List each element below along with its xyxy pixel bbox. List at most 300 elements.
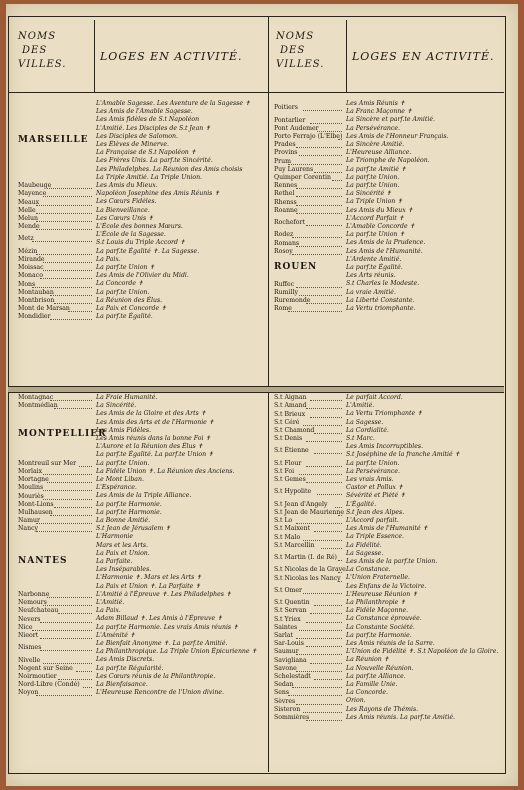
leader-dots: [299, 151, 342, 156]
lodge-entry: L'Espérance.: [96, 484, 137, 492]
leader-dots: [317, 490, 342, 495]
town-name: Montagnac: [18, 394, 54, 402]
lodge-entry: La Sagesse.: [346, 549, 384, 557]
leader-dots: [50, 396, 92, 401]
town-name: Quimper Corentin: [274, 173, 331, 181]
leader-dots: [292, 250, 342, 255]
top-left-column: [18, 100, 264, 384]
lodge-entry: La Fidélité.: [346, 541, 382, 549]
leader-dots: [32, 626, 92, 631]
town-name: Nieort: [18, 631, 39, 639]
lodge-entry: L'Aurore et la Réunion des Élus ✝: [96, 443, 203, 451]
town-name: Roanne: [274, 206, 298, 214]
leader-dots: [314, 527, 342, 532]
town-name: Melun: [18, 214, 38, 222]
town-name: S.t Foi: [274, 467, 295, 475]
leader-dots: [79, 462, 92, 467]
lodge-entry: Les Rayons de Thémis.: [346, 705, 419, 713]
lodge-entry: Les Cœurs Fidèles.: [96, 198, 157, 206]
town-name: S.t Jean de Maurienne: [274, 508, 345, 516]
lodge-entry: La Bienveillance.: [96, 206, 150, 214]
lodge-entry: L'Amitié. Les Disciples de S.t Jean ✝: [96, 124, 211, 132]
town-name: Nancy: [18, 525, 39, 533]
leader-dots: [36, 691, 92, 696]
lodge-entry: La Franc Maçonne ✝: [346, 108, 413, 116]
lodge-entry: La Parfaite.: [96, 558, 133, 565]
lodge-entry: Les Amis des Arts et de l'Harmonie ✝: [96, 418, 214, 426]
town-name: Sar-Louis: [274, 640, 304, 648]
col1-title: NOMS DES VILLES.: [18, 31, 67, 70]
lodge-entry: La Vertu Triomphante ✝: [346, 410, 423, 418]
leader-dots: [299, 470, 342, 475]
leader-dots: [83, 683, 92, 688]
lodge-entry: La parf.te Égalité ✝. La Sagesse.: [96, 247, 200, 255]
lodge-entry: La Triple Amitié. La Triple Union.: [96, 173, 203, 181]
leader-dots: [306, 437, 342, 442]
lodge-entry: Les Amis de la parf.te Union.: [346, 558, 438, 565]
lodge-entry: La Bonne Amitié.: [96, 517, 151, 524]
lodge-entry: La parf.te Amitié ✝: [346, 165, 407, 173]
town-name: Rethel: [274, 190, 295, 198]
leader-dots: [47, 593, 92, 598]
town-name: S.t Nicolas les Nancy: [274, 574, 341, 582]
leader-dots: [32, 237, 92, 242]
town-name: NANTES: [18, 556, 68, 567]
town-name: Montreuil sur Mer: [18, 459, 77, 467]
town-name: S.t Lo: [274, 517, 293, 525]
leader-dots: [314, 168, 342, 173]
lodge-entry: La Persévérance.: [346, 124, 400, 132]
lodge-entry: L'Aménité ✝: [96, 631, 136, 639]
lodge-entry: La parf.te Égalité. La parf.te Union ✝: [96, 451, 214, 459]
col4-title: LOGES EN ACTIVITÉ.: [352, 50, 495, 63]
town-name: Nemours: [18, 599, 47, 607]
town-name: Noirmoutier: [18, 672, 57, 680]
town-name: S.t Quentin: [274, 599, 310, 607]
leader-dots: [40, 274, 92, 279]
town-name: Pontarlier: [274, 116, 306, 124]
lodge-entry: L'Union de Fidélité ✝. S.t Napoléon de la Gloire.: [346, 648, 499, 656]
leader-dots: [296, 143, 342, 148]
lodge-entry: La parf.te Union.: [346, 182, 400, 189]
lodge-entry: La parf.te Harmonie.: [346, 631, 412, 639]
leader-dots: [338, 577, 342, 582]
lodge-entry: L'Harmonie ✝. Mars et les Arts ✝: [96, 574, 202, 582]
lodge-entry: L'Accord parfait.: [346, 517, 399, 524]
lodge-entry: La parf.te Égalité.: [346, 264, 403, 271]
leader-dots: [338, 568, 342, 573]
lodge-entry: La Vertu triomphante.: [346, 305, 416, 312]
leader-dots: [306, 642, 342, 647]
lodge-entry: La parf.te Union.: [96, 288, 150, 296]
town-name: S.t Nicolas de la Grave: [274, 566, 346, 574]
leader-dots: [338, 556, 342, 561]
top-right-column: [274, 100, 502, 384]
town-name: Nogent sur Seine: [18, 664, 73, 672]
leader-dots: [296, 192, 342, 197]
town-name: S.t Maixent: [274, 525, 311, 533]
town-name: S.t Denis: [274, 435, 303, 443]
leader-dots: [296, 667, 342, 672]
lodge-entry: S.t Marc.: [346, 435, 375, 442]
lodge-entry: La Paix et Union ✝. La Parfaite ✝: [96, 582, 201, 590]
leader-dots: [310, 413, 342, 418]
town-name: S.t Étienne: [274, 447, 309, 455]
leader-dots: [36, 225, 92, 230]
lodge-entry: Adam Billaud ✝. Les Amis à l'Épreuve ✝: [96, 615, 223, 623]
lodge-entry: Mars et les Arts.: [96, 541, 149, 549]
lodge-entry: La Philanthropie ✝: [346, 599, 406, 606]
leader-dots: [306, 299, 342, 304]
header-divider-right: [346, 20, 347, 92]
town-name: Mayence: [18, 190, 47, 198]
town-name: S.t Brieux: [274, 410, 306, 418]
town-name: Poitiers: [274, 104, 298, 112]
lodge-entry: Les Élèves de Minerve.: [96, 141, 170, 148]
lodge-entry: L'Égalité.: [346, 500, 377, 508]
leader-dots: [36, 519, 92, 524]
town-name: Melle: [18, 206, 36, 214]
lodge-entry: Les Amis du Mieux ✝: [346, 206, 413, 214]
leader-dots: [288, 160, 342, 165]
town-name: Saumur: [274, 648, 299, 656]
leader-dots: [303, 536, 342, 541]
town-name: Noyon: [18, 689, 39, 697]
town-name: Ruremonde: [274, 296, 311, 304]
lodge-entry: L'Amitié à l'Épreuve ✝. Les Philadelphes ✝: [96, 590, 232, 598]
lodge-entry: La parf.te Union ✝: [96, 264, 155, 271]
leader-dots: [296, 700, 342, 705]
lodge-entry: S.t Joséphine de la franche Amitié ✝: [346, 451, 460, 459]
lodge-entry: Le Triomphe de Napoléon.: [346, 157, 430, 165]
leader-dots: [332, 176, 342, 181]
lodge-entry: La Liberté Constante.: [346, 296, 415, 304]
lodge-entry: Le Bienfait Anonyme ✝. La parf.te Amitié.: [96, 640, 228, 647]
lodge-entry: Les Frères Unis. La parf.te Sincérité.: [96, 157, 213, 165]
leader-dots: [58, 609, 92, 614]
lodge-entry: La Constance.: [346, 566, 391, 574]
lodge-entry: S.t Louis du Triple Accord ✝: [96, 239, 186, 247]
lodge-entry: Les Amis de l'Humanité ✝: [346, 525, 428, 533]
leader-dots: [296, 209, 342, 214]
leader-dots: [43, 495, 92, 500]
town-name: Narbonne: [18, 590, 50, 598]
town-name: Mende: [18, 223, 40, 231]
leader-dots: [43, 258, 92, 263]
lodge-entry: La Constante Société.: [346, 623, 415, 631]
town-name: Sedan: [274, 681, 294, 689]
lodge-entry: La Persévérance.: [346, 467, 400, 475]
town-name: S.t Céré: [274, 418, 300, 426]
lodge-entry: Les Amis de l'Humanité.: [346, 247, 423, 255]
leader-dots: [303, 708, 342, 713]
lodge-entry: L'Heureuse Alliance.: [346, 149, 412, 157]
lodge-entry: La parf.te Union ✝: [346, 231, 405, 239]
lodge-entry: L'Ardente Amitié.: [346, 255, 402, 263]
town-name: Mortagne: [18, 476, 49, 484]
lodge-entry: L'Amitié.: [96, 599, 125, 606]
lodge-entry: Les Inséparables.: [96, 566, 152, 574]
lodge-entry: Les Amis Réunis ✝: [346, 100, 405, 107]
town-name: Porto Ferrajo (L'Elbe): [274, 132, 343, 140]
lodge-entry: Les Amis fidèles de S.t Napoléon: [96, 116, 200, 124]
header-divider-left: [94, 20, 95, 92]
town-name: Rosoy: [274, 247, 293, 255]
lodge-entry: Les Amis réunis dans la bonne Foi ✝: [96, 435, 211, 442]
lodge-entry: La parf.te Régularité.: [96, 664, 164, 672]
leader-dots: [296, 634, 342, 639]
leader-dots: [306, 618, 342, 623]
town-name: Saintes: [274, 623, 298, 631]
town-name: Nevers: [18, 615, 41, 623]
lodge-entry: Les Enfans de la Victoire.: [346, 582, 427, 590]
leader-dots: [310, 396, 342, 401]
leader-dots: [317, 127, 342, 132]
lodge-entry: La parf.te Égalité.: [96, 313, 153, 321]
lodge-entry: L'École de la Sagesse.: [96, 231, 166, 239]
town-name: Pont Audemer: [274, 124, 319, 132]
lodge-entry: Les Amis de la Triple Alliance.: [96, 492, 192, 500]
lodge-entry: Les Disciples de Salomon.: [96, 132, 178, 140]
lodge-entry: L'Heureuse Rencontre de l'Union divine.: [96, 689, 224, 697]
leader-dots: [303, 589, 342, 594]
lodge-entry: Les Cœurs Unis ✝: [96, 214, 154, 222]
leader-dots: [32, 283, 92, 288]
town-name: S.t Amand: [274, 402, 307, 410]
lodge-entry: La Famille Unie.: [346, 681, 398, 688]
town-name: Sisteron: [274, 705, 301, 713]
town-name: Savone: [274, 664, 297, 672]
leader-dots: [306, 462, 342, 467]
leader-dots: [310, 119, 342, 124]
lodge-entry: Le Mont Liban.: [96, 476, 144, 483]
lodge-entry: S.t Jean de Jérusalem ✝: [96, 525, 171, 533]
leader-dots: [314, 449, 342, 454]
lodge-entry: La Fidèle Maçonne.: [346, 607, 409, 615]
lodge-entry: Les Amis de la Gloire et des Arts ✝: [96, 410, 206, 418]
lodge-entry: L'Harmonie: [96, 533, 134, 541]
town-name: Sèvres: [274, 697, 296, 705]
town-name: MARSEILLE: [18, 135, 89, 145]
leader-dots: [321, 544, 342, 549]
town-name: S.t Malo: [274, 533, 301, 541]
lodge-entry: La Paix et Union.: [96, 549, 150, 557]
leader-dots: [36, 217, 92, 222]
leader-dots: [306, 478, 342, 483]
town-name: Mulhausen: [18, 508, 53, 516]
town-name: MONTPELLIER: [18, 429, 107, 439]
lodge-entry: La parf.te Union.: [346, 173, 400, 181]
lodge-entry: La Paix.: [96, 255, 121, 263]
leader-dots: [43, 659, 92, 664]
lodge-entry: Les Amis de l'Olivier du Midi.: [96, 272, 189, 280]
town-name: Nice: [18, 623, 33, 631]
leader-dots: [40, 634, 92, 639]
leader-dots: [288, 307, 342, 312]
leader-dots: [303, 421, 342, 426]
bottom-right-column: [274, 394, 502, 772]
town-name: Nismes: [18, 644, 42, 652]
town-name: Romans: [274, 239, 300, 247]
leader-dots: [292, 683, 342, 688]
lodge-entry: La Sagesse.: [346, 418, 384, 426]
town-name: Mirande: [18, 255, 45, 263]
lodge-entry: L'Amable Sagesse. Les Aventure de la Sagesse ✝: [96, 100, 251, 107]
leader-dots: [296, 283, 342, 288]
center-divider: [268, 16, 269, 772]
leader-dots: [54, 404, 92, 409]
lodge-entry: La Triple Essence.: [346, 533, 405, 541]
lodge-entry: Les Amis de l'Amable Sagesse.: [96, 108, 193, 116]
lodge-entry: La Triple Union ✝: [346, 198, 403, 206]
town-name: S.t Flour: [274, 459, 302, 467]
town-name: S.t Chamond: [274, 426, 315, 434]
town-name: Nivelle: [18, 656, 41, 664]
lodge-entry: L'Amable Concorde ✝: [346, 223, 415, 230]
town-name: Montbrison: [18, 296, 55, 304]
lodge-entry: La Sincérité ✝: [346, 190, 392, 198]
leader-dots: [288, 691, 342, 696]
lodge-entry: La Philanthropique. La Triple Union Épicurienne ✝: [96, 648, 257, 656]
town-name: Sarlat: [274, 631, 294, 639]
town-name: S.t Martin (I. de Ré): [274, 554, 337, 561]
lodge-entry: La parf.te Harmonie. Les vrais Amis réunis ✝: [96, 623, 239, 631]
leader-dots: [36, 527, 92, 532]
town-name: Rennes: [274, 182, 298, 190]
lodge-entry: La parf.te Alliance.: [346, 672, 406, 680]
leader-dots: [36, 201, 92, 206]
town-name: Monaco: [18, 272, 43, 280]
leader-dots: [338, 511, 342, 516]
leader-dots: [296, 650, 342, 655]
lodge-entry: Les Amis réunis. La parf.te Amitié.: [346, 713, 455, 721]
lodge-entry: Les Amis Fidèles.: [96, 426, 152, 434]
town-name: S.t Jean d'Angely: [274, 500, 328, 508]
lodge-entry: La parf.te Harmonie.: [96, 500, 162, 508]
header-bottom-rule: [8, 92, 504, 93]
town-name: Namur: [18, 517, 40, 525]
leader-dots: [296, 242, 342, 247]
town-name: Montauban: [18, 288, 54, 296]
lodge-entry: La Sincère Amitié.: [346, 141, 405, 148]
lodge-entry: La Cordialité.: [346, 426, 389, 434]
town-name: Mézin: [18, 247, 38, 255]
leader-dots: [314, 675, 342, 680]
lodge-entry: Orion.: [346, 697, 366, 705]
lodge-entry: Les Amis de l'Honneur Français.: [346, 132, 449, 140]
lodge-entry: Les Amis de la Prudence.: [346, 239, 426, 247]
leader-dots: [43, 266, 92, 271]
lodge-entry: La parf.te Harmonie.: [96, 508, 162, 516]
col3-title: NOMS DES VILLES.: [276, 31, 325, 70]
town-name: S.t Hypolite: [274, 488, 312, 496]
leader-dots: [338, 135, 342, 140]
lodge-entry: Les Philadelphes. La Réunion des Amis choisis: [96, 165, 243, 173]
lodge-entry: Le parfait Accord.: [346, 394, 403, 401]
lodge-entry: La parf.te Union.: [346, 459, 400, 467]
lodge-entry: La Bienfaisance.: [96, 681, 148, 688]
lodge-entry: La Sincérité.: [96, 402, 137, 410]
lodge-entry: L'Heureuse Réunion ✝: [346, 590, 418, 598]
town-name: Mons: [18, 280, 36, 288]
mid-fold-rule: [8, 386, 504, 393]
leader-dots: [54, 299, 92, 304]
leader-dots: [40, 618, 92, 623]
lodge-entry: La Réunion des Élus.: [96, 296, 163, 304]
town-name: Mont-Lions: [18, 500, 54, 508]
leader-dots: [36, 250, 92, 255]
leader-dots: [306, 221, 342, 226]
lodge-entry: La Concorde ✝: [96, 280, 144, 288]
town-name: S.t Gemes: [274, 476, 306, 484]
town-name: ROUEN: [274, 262, 318, 273]
lodge-entry: La Nouvelle Réunion.: [346, 664, 414, 672]
leader-dots: [47, 184, 92, 189]
lodge-entry: La Fidèle Union ✝. La Réunion des Anciens.: [96, 467, 235, 475]
leader-dots: [43, 601, 92, 606]
town-name: Montmédian: [18, 402, 58, 410]
lodge-entry: Castor et Pollux ✝: [346, 484, 404, 492]
lodge-entry: L'Amitié.: [346, 402, 375, 410]
town-name: Ruffec: [274, 280, 295, 288]
town-name: Mont de Marsan: [18, 305, 70, 313]
town-name: S.t Omer: [274, 586, 302, 594]
col2-title: LOGES EN ACTIVITÉ.: [100, 50, 243, 63]
town-name: Prum: [274, 157, 291, 165]
town-name: Sommières: [274, 713, 310, 721]
leader-dots: [40, 646, 92, 651]
lodge-entry: La Fraie Humanité.: [96, 394, 158, 401]
lodge-entry: La Réunion ✝: [346, 656, 389, 664]
leader-dots: [306, 716, 342, 721]
leader-dots: [36, 209, 92, 214]
town-name: Nord-Libre (Condé): [18, 681, 80, 689]
lodge-entry: Les Arts réunis.: [346, 272, 396, 280]
town-name: Puy Laurens: [274, 165, 314, 173]
leader-dots: [314, 429, 342, 434]
lodge-entry: La Paix et Concorde ✝: [96, 305, 167, 312]
leader-dots: [292, 233, 342, 238]
leader-dots: [68, 307, 92, 312]
town-name: Maubeuge: [18, 182, 52, 190]
lodge-entry: La Française de S.t Napoléon ✝: [96, 149, 196, 157]
leader-dots: [299, 291, 342, 296]
town-name: Rumilly: [274, 288, 298, 296]
town-name: Meaux: [18, 198, 40, 206]
town-name: Moissac: [18, 264, 44, 272]
leader-dots: [296, 184, 342, 189]
leader-dots: [335, 503, 342, 508]
leader-dots: [306, 404, 342, 409]
lodge-entry: La parf.te Union.: [96, 459, 150, 467]
leader-dots: [310, 609, 342, 614]
lodge-entry: Les Amis du Mieux.: [96, 182, 158, 189]
leader-dots: [43, 470, 92, 475]
town-name: Mouriès: [18, 492, 44, 500]
town-name: S.t Marcellin: [274, 541, 315, 549]
town-name: S.t Servan: [274, 607, 307, 615]
leader-dots: [299, 626, 342, 631]
lodge-entry: La Sincère et parf.te Amitié.: [346, 116, 435, 124]
town-name: Rhenss: [274, 198, 297, 206]
leader-dots: [54, 503, 92, 508]
leader-dots: [50, 291, 92, 296]
lodge-entry: Sévérité et Piété ✝: [346, 492, 406, 500]
town-name: Provins: [274, 149, 298, 157]
town-name: Rome: [274, 305, 292, 313]
lodge-entry: L'Union Fraternelle.: [346, 574, 410, 582]
town-name: S.t Yriex: [274, 615, 301, 623]
